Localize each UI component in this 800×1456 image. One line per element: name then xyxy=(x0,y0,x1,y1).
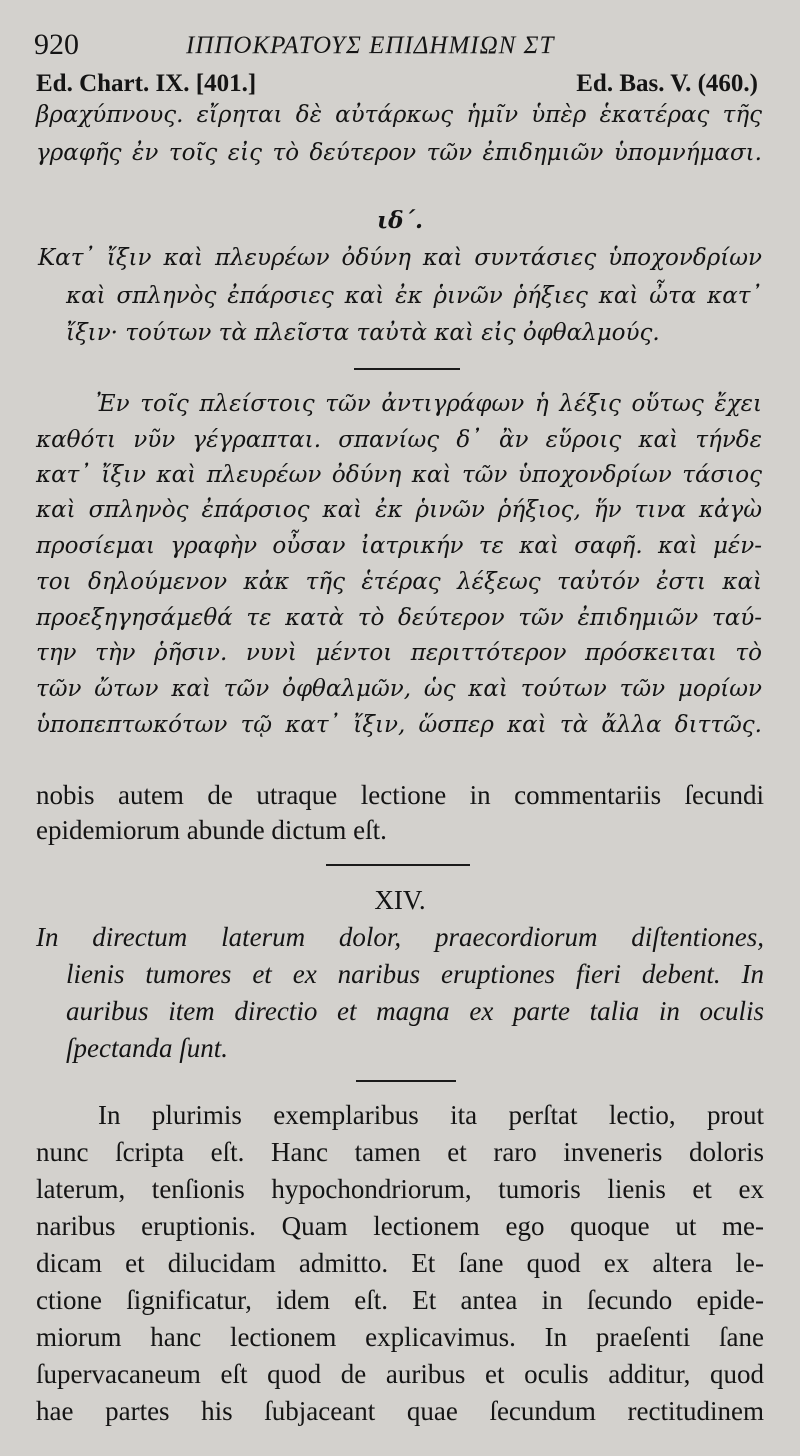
latin-commentary-line: hae partes his ſubjaceant quae ſecundum rectitudinem xyxy=(36,1396,764,1426)
greek-top-line-1: βραχύπνους. εἴρηται δὲ αὐτάρκως ἡμῖν ὑπὲρ ἑκατέρας τῆς xyxy=(36,102,762,128)
edition-basel-reference: Ed. Bas. V. (460.) xyxy=(576,70,758,97)
latin-commentary-line: dicam et dilucidam admitto. Et ſane quod ex altera le- xyxy=(36,1248,764,1278)
page-number: 920 xyxy=(34,28,79,61)
latin-commentary-line: naribus eruptionis. Quam lectionem ego quoque ut me- xyxy=(36,1211,764,1241)
greek-commentary-line: προεξηγησάμεθά τε κατὰ τὸ δεύτερον τῶν ἐπιδημιῶν ταύ- xyxy=(36,605,762,631)
latin-aphorism-line-3: auribus item directio et magna ex parte talia in oculis xyxy=(66,996,764,1026)
section-rule xyxy=(354,368,460,370)
latin-commentary-line: In plurimis exemplaribus ita perſtat lectio, prout xyxy=(98,1100,764,1130)
latin-commentary-line: nunc ſcripta eſt. Hanc tamen et raro inveneris doloris xyxy=(36,1137,764,1167)
greek-commentary-line: προσίεμαι γραφὴν οὖσαν ἰατρικήν τε καὶ σαφῆ. καὶ μέν- xyxy=(36,533,762,559)
latin-aphorism-line-2: lienis tumores et ex naribus eruptiones fieri debent. In xyxy=(66,959,764,989)
greek-commentary-line: τῶν ὤτων καὶ τῶν ὀφθαλμῶν, ὡς καὶ τούτων τῶν μορίων xyxy=(36,676,762,702)
greek-aphorism-line-3: ἴξιν· τούτων τὰ πλεῖστα ταὐτὰ καὶ εἰς ὀφθαλμούς. xyxy=(66,320,660,346)
greek-aphorism-line-1: Κατ᾽ ἴξιν καὶ πλευρέων ὀδύνη καὶ συντάσιες ὑποχονδρίων xyxy=(38,245,762,271)
latin-commentary-line: ctione ſignificatur, idem eſt. Et antea in ſecundo epide- xyxy=(36,1285,764,1315)
latin-top-line-1: nobis autem de utraque lectione in commentariis ſecundi xyxy=(36,780,764,810)
latin-commentary-line: laterum, tenſionis hypochondriorum, tumoris lienis et ex xyxy=(36,1174,764,1204)
latin-aphorism-line-1: In directum laterum dolor, praecordiorum diſtentiones, xyxy=(36,922,764,952)
greek-section-number: ιδ΄. xyxy=(377,207,423,234)
latin-aphorism-line-4: ſpectanda ſunt. xyxy=(66,1033,228,1063)
edition-chart-reference: Ed. Chart. IX. [401.] xyxy=(36,70,257,97)
latin-top-line-2: epidemiorum abunde dictum eſt. xyxy=(36,815,387,845)
greek-commentary-line: κατ᾽ ἴξιν καὶ πλευρέων ὀδύνη καὶ τῶν ὑποχονδρίων τάσιος xyxy=(36,462,762,488)
section-rule xyxy=(356,1080,456,1082)
running-title: ΙΠΠΟΚΡΑΤΟΥΣ ΕΠΙΔΗΜΙΩΝ ΣΤ xyxy=(186,32,555,59)
greek-commentary-line: καὶ σπληνὸς ἐπάρσιος καὶ ἐκ ῥινῶν ῥήξιος, ἥν τινα κἀγὼ xyxy=(36,497,762,523)
section-rule xyxy=(326,864,470,866)
greek-top-line-2: γραφῆς ἐν τοῖς εἰς τὸ δεύτερον τῶν ἐπιδημιῶν ὑπομνήμασι. xyxy=(36,140,762,166)
greek-commentary-line: την τὴν ῥῆσιν. νυνὶ μέντοι περιττότερον πρόσκειται τὸ xyxy=(36,640,762,666)
latin-commentary-line: ſupervacaneum eſt quod de auribus et oculis additur, quod xyxy=(36,1359,764,1389)
greek-commentary-line: τοι δηλούμενον κἀκ τῆς ἑτέρας λέξεως ταὐτόν ἐστι καὶ xyxy=(36,569,762,595)
greek-commentary-line: ὑποπεπτωκότων τῷ κατ᾽ ἴξιν, ὥσπερ καὶ τὰ ἄλλα διττῶς. xyxy=(36,712,762,738)
greek-commentary-line: καθότι νῦν γέγραπται. σπανίως δ᾽ ἂν εὕροις καὶ τήνδε xyxy=(36,427,762,453)
latin-commentary-line: miorum hanc lectionem explicavimus. In praeſenti ſane xyxy=(36,1322,764,1352)
greek-commentary-line: Ἐν τοῖς πλείστοις τῶν ἀντιγράφων ἡ λέξις οὕτως ἔχει xyxy=(96,391,762,417)
greek-aphorism-line-2: καὶ σπληνὸς ἐπάρσιες καὶ ἐκ ῥινῶν ῥήξιες καὶ ὦτα κατ᾽ xyxy=(66,283,762,309)
latin-section-number: XIV. xyxy=(374,885,426,915)
